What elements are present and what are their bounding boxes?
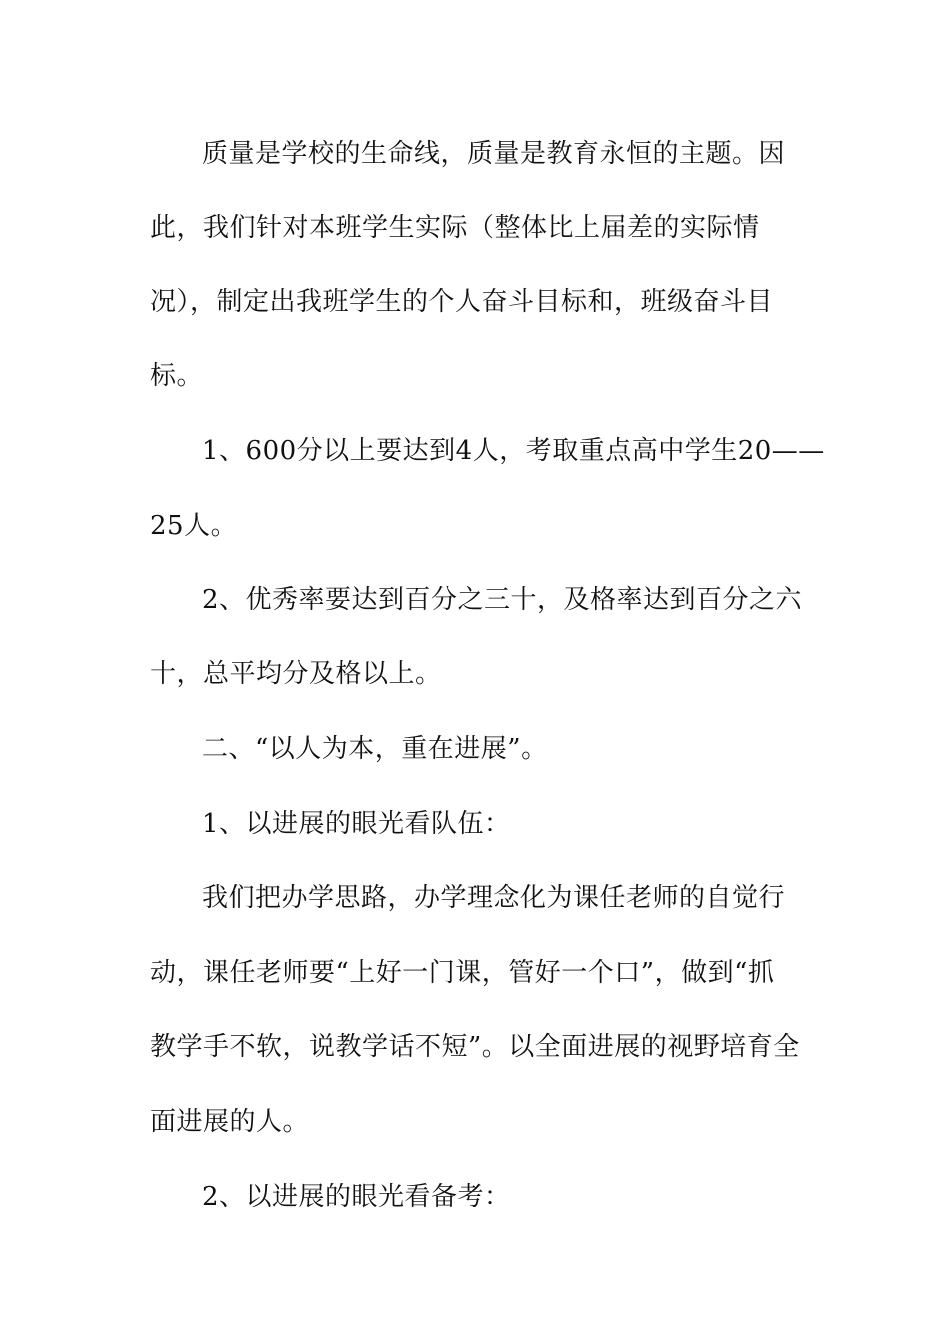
paragraph-line: 动，课任老师要“上好一门课，管好一个口”，做到“抓 — [150, 958, 775, 988]
list-item-line: 十，总平均分及格以上。 — [150, 659, 442, 689]
paragraph-line: 教学手不软，说教学话不短”。以全面进展的视野培育全 — [150, 1032, 800, 1062]
list-item-line: 1、600分以上要达到4人，考取重点高中学生20—— — [202, 436, 825, 466]
paragraph-line: 质量是学校的生命线，质量是教育永恒的主题。因 — [202, 139, 786, 169]
paragraph-line: 此，我们针对本班学生实际（整体比上届差的实际情 — [150, 213, 760, 243]
section-heading: 二、“以人为本，重在进展”。 — [202, 734, 548, 764]
paragraph-line: 我们把办学思路，办学理念化为课任老师的自觉行 — [202, 883, 786, 913]
paragraph-line: 况），制定出我班学生的个人奋斗目标和，班级奋斗目 — [150, 287, 774, 317]
subheading: 1、以进展的眼光看队伍： — [202, 809, 511, 839]
paragraph-line: 面进展的人。 — [150, 1107, 310, 1137]
paragraph-line: 标。 — [150, 361, 204, 391]
list-item-line: 2、优秀率要达到百分之三十，及格率达到百分之六 — [202, 585, 803, 615]
subheading: 2、以进展的眼光看备考： — [202, 1182, 511, 1212]
list-item-line: 25人。 — [150, 511, 238, 541]
